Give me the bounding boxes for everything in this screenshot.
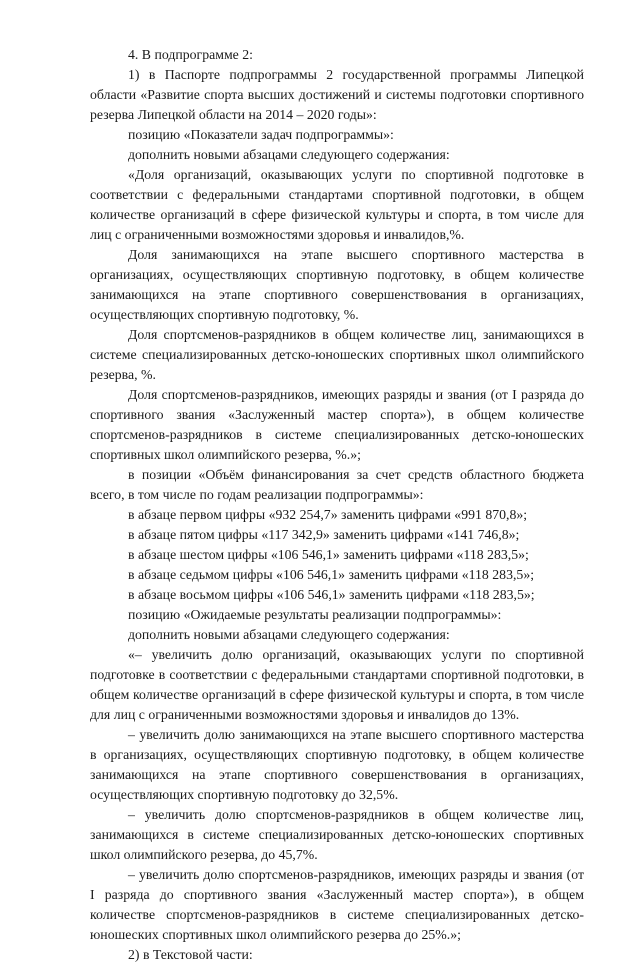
paragraph-result-1: «– увеличить долю организаций, оказывающих услуги по спортивной подготовке в соответствии с федеральными стандартами спортивной подготовки, в общем количестве организаций в сфере физической культуры и спорта, в том числе для лиц с ограниченными возможностями здоровья и инвалидов до 13%. <box>90 647 584 722</box>
paragraph-add-new: дополнить новыми абзацами следующего содержания: <box>128 147 450 162</box>
paragraph-financing-6: в абзаце шестом цифры «106 546,1» заменить цифрами «118 283,5»; <box>128 547 529 562</box>
paragraph-passport: 1) в Паспорте подпрограммы 2 государственной программы Липецкой области «Развитие спорта высших достижений и системы подготовки спортивного резерва Липецкой области на 2014 – 2020 годы»: <box>90 67 584 122</box>
paragraph-result-2: – увеличить долю занимающихся на этапе высшего спортивного мастерства в организациях, осуществляющих спортивную подготовку, в общем количестве занимающихся на этапе спортивного совершенствования в организациях, осуществляющих спортивную подготовку до 32,5%. <box>90 727 584 802</box>
paragraph-financing-1: в абзаце первом цифры «932 254,7» заменить цифрами «991 870,8»; <box>128 507 528 522</box>
paragraph-indicator-4: Доля спортсменов-разрядников, имеющих разряды и звания (от I разряда до спортивного звания «Заслуженный мастер спорта»), в общем количестве спортсменов-разрядников в системе специализированных детско-юношеских спортивных школ олимпийского резерва, %.»; <box>90 387 584 462</box>
document-page <box>90 45 584 965</box>
paragraph-indicator-1: «Доля организаций, оказывающих услуги по спортивной подготовке в соответствии с федеральными стандартами спортивной подготовки, в общем количестве организаций в сфере физической культуры и спорта, в том числе для лиц с ограниченными возможностями здоровья и инвалидов,%. <box>90 167 584 242</box>
paragraph-indicator-3: Доля спортсменов-разрядников в общем количестве лиц, занимающихся в системе специализированных детско-юношеских спортивных школ олимпийского резерва, %. <box>90 327 584 382</box>
paragraph-financing-position: в позиции «Объём финансирования за счет средств областного бюджета всего, в том числе по годам реализации подпрограммы»: <box>90 467 584 502</box>
paragraph-text-part: 2) в Текстовой части: <box>128 947 253 962</box>
paragraph-add-new-2: дополнить новыми абзацами следующего содержания: <box>128 627 450 642</box>
paragraph-result-3: – увеличить долю спортсменов-разрядников в общем количестве лиц, занимающихся в системе специализированных детско-юношеских спортивных школ олимпийского резерва, до 45,7%. <box>90 807 584 862</box>
paragraph-financing-8: в абзаце восьмом цифры «106 546,1» заменить цифрами «118 283,5»; <box>128 587 535 602</box>
paragraph-result-4: – увеличить долю спортсменов-разрядников, имеющих разряды и звания (от I разряда до спортивного звания «Заслуженный мастер спорта»), в общем количестве спортсменов-разрядников в системе специализированных детско-юношеских спортивных школ олимпийского резерва до 25%.»; <box>90 867 584 942</box>
paragraph-financing-5: в абзаце пятом цифры «117 342,9» заменить цифрами «141 746,8»; <box>128 527 520 542</box>
section-heading: 4. В подпрограмме 2: <box>128 47 253 62</box>
paragraph-financing-7: в абзаце седьмом цифры «106 546,1» заменить цифрами «118 283,5»; <box>128 567 535 582</box>
paragraph-indicator-2: Доля занимающихся на этапе высшего спортивного мастерства в организациях, осуществляющих спортивную подготовку, в общем количестве занимающихся на этапе спортивного совершенствования в организациях, осуществляющих спортивную подготовку, %. <box>90 247 584 322</box>
paragraph-position-indicators: позицию «Показатели задач подпрограммы»: <box>128 127 394 142</box>
paragraph-expected-results: позицию «Ожидаемые результаты реализации подпрограммы»: <box>128 607 502 622</box>
